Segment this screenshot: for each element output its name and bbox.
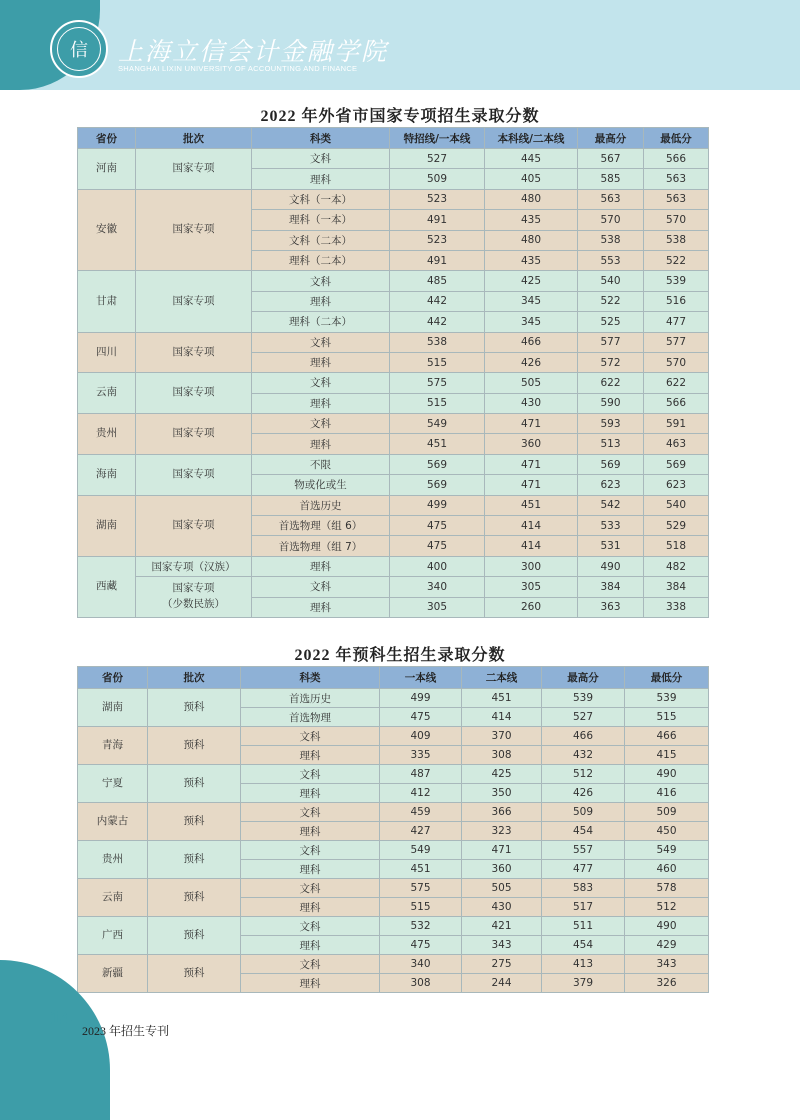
score-cell: 570	[644, 352, 709, 372]
score-cell: 442	[390, 312, 485, 332]
score-cell: 454	[542, 822, 625, 841]
score-cell: 491	[390, 250, 485, 270]
category-cell: 文科	[252, 149, 390, 169]
score-cell: 451	[380, 860, 462, 879]
category-cell: 文科	[252, 577, 390, 597]
category-cell: 文科	[252, 332, 390, 352]
score-cell: 540	[578, 271, 644, 291]
score-cell: 505	[462, 879, 542, 898]
school-logo-icon	[50, 20, 108, 78]
table-row	[78, 414, 709, 434]
score-cell: 345	[485, 291, 578, 311]
score-cell: 463	[644, 434, 709, 454]
logo-text: 信	[70, 40, 88, 61]
score-cell: 430	[485, 393, 578, 413]
score-cell: 384	[578, 577, 644, 597]
score-cell: 454	[542, 936, 625, 955]
table-row	[78, 495, 709, 515]
score-cell: 570	[644, 210, 709, 230]
score-cell: 549	[390, 414, 485, 434]
score-cell: 569	[578, 454, 644, 474]
score-cell: 538	[578, 230, 644, 250]
score-cell: 623	[644, 475, 709, 495]
table-row	[78, 955, 709, 974]
score-cell: 583	[542, 879, 625, 898]
category-cell: 文科	[252, 373, 390, 393]
score-cell: 590	[578, 393, 644, 413]
score-cell: 490	[625, 765, 709, 784]
column-header: 科类	[241, 667, 380, 689]
score-cell: 475	[390, 536, 485, 556]
batch-cell: 预科	[148, 955, 241, 993]
score-cell: 435	[485, 250, 578, 270]
column-header: 本科线/二本线	[485, 128, 578, 149]
column-header: 最低分	[644, 128, 709, 149]
score-cell: 480	[485, 189, 578, 209]
province-cell: 河南	[78, 149, 136, 190]
category-cell: 理科	[252, 352, 390, 372]
score-cell: 622	[644, 373, 709, 393]
score-cell: 539	[625, 689, 709, 708]
province-cell: 甘肃	[78, 271, 136, 332]
table-row	[78, 803, 709, 822]
category-cell: 文科（一本）	[252, 189, 390, 209]
category-cell: 理科（二本）	[252, 250, 390, 270]
score-cell: 557	[542, 841, 625, 860]
score-cell: 466	[542, 727, 625, 746]
score-cell: 425	[462, 765, 542, 784]
category-cell: 首选历史	[241, 689, 380, 708]
score-cell: 379	[542, 974, 625, 993]
category-cell: 文科	[241, 841, 380, 860]
category-cell: 理科	[252, 291, 390, 311]
category-cell: 理科	[241, 784, 380, 803]
score-cell: 360	[485, 434, 578, 454]
category-cell: 文科	[241, 879, 380, 898]
column-header: 最高分	[578, 128, 644, 149]
category-cell: 首选物理（组 7）	[252, 536, 390, 556]
column-header: 特招线/一本线	[390, 128, 485, 149]
score-cell: 414	[462, 708, 542, 727]
score-cell: 585	[578, 169, 644, 189]
score-cell: 414	[485, 516, 578, 536]
batch-cell: 预科	[148, 765, 241, 803]
category-cell: 理科	[241, 822, 380, 841]
score-cell: 491	[390, 210, 485, 230]
batch-cell: 国家专项	[136, 373, 252, 414]
score-cell: 426	[485, 352, 578, 372]
score-cell: 512	[542, 765, 625, 784]
score-cell: 445	[485, 149, 578, 169]
province-cell: 贵州	[78, 414, 136, 455]
batch-cell: 国家专项	[136, 189, 252, 271]
score-cell: 513	[578, 434, 644, 454]
score-cell: 515	[390, 352, 485, 372]
score-cell: 575	[380, 879, 462, 898]
score-cell: 622	[578, 373, 644, 393]
score-cell: 485	[390, 271, 485, 291]
score-cell: 429	[625, 936, 709, 955]
score-cell: 527	[542, 708, 625, 727]
score-cell: 338	[644, 597, 709, 617]
table-row	[78, 577, 709, 597]
category-cell: 理科	[241, 974, 380, 993]
score-cell: 593	[578, 414, 644, 434]
score-cell: 414	[485, 536, 578, 556]
score-cell: 451	[485, 495, 578, 515]
score-cell: 480	[485, 230, 578, 250]
batch-cell: 国家专项	[136, 414, 252, 455]
province-cell: 云南	[78, 373, 136, 414]
score-cell: 482	[644, 556, 709, 576]
category-cell: 文科	[241, 727, 380, 746]
preparatory-table	[77, 666, 709, 993]
category-cell: 文科	[241, 955, 380, 974]
score-cell: 435	[485, 210, 578, 230]
score-cell: 459	[380, 803, 462, 822]
category-cell: 首选物理	[241, 708, 380, 727]
batch-cell: 预科	[148, 879, 241, 917]
category-cell: 文科	[252, 414, 390, 434]
column-header: 批次	[136, 128, 252, 149]
score-cell: 591	[644, 414, 709, 434]
score-cell: 577	[644, 332, 709, 352]
category-cell: 理科	[241, 898, 380, 917]
school-name-cn: 上海立信会计金融学院	[118, 37, 389, 66]
batch-cell: 国家专项	[136, 149, 252, 190]
score-cell: 532	[380, 917, 462, 936]
province-cell: 海南	[78, 454, 136, 495]
score-cell: 305	[485, 577, 578, 597]
batch-line: 国家专项	[172, 582, 215, 595]
score-cell: 466	[485, 332, 578, 352]
category-cell: 文科（二本）	[252, 230, 390, 250]
score-cell: 533	[578, 516, 644, 536]
category-cell: 文科	[241, 917, 380, 936]
table1-title: 2022 年外省市国家专项招生录取分数	[260, 108, 540, 125]
score-cell: 363	[578, 597, 644, 617]
category-cell: 理科（二本）	[252, 312, 390, 332]
score-cell: 569	[390, 454, 485, 474]
score-cell: 490	[625, 917, 709, 936]
column-header: 省份	[78, 667, 148, 689]
column-header: 最低分	[625, 667, 709, 689]
score-cell: 426	[542, 784, 625, 803]
category-cell: 理科	[252, 597, 390, 617]
category-cell: 理科	[252, 556, 390, 576]
score-cell: 527	[390, 149, 485, 169]
batch-cell	[136, 577, 252, 618]
score-cell: 340	[380, 955, 462, 974]
score-cell: 522	[644, 250, 709, 270]
score-cell: 518	[644, 536, 709, 556]
score-cell: 300	[485, 556, 578, 576]
score-cell: 499	[380, 689, 462, 708]
score-cell: 471	[485, 414, 578, 434]
province-cell: 湖南	[78, 689, 148, 727]
score-cell: 566	[644, 149, 709, 169]
score-cell: 538	[644, 230, 709, 250]
score-cell: 343	[625, 955, 709, 974]
score-cell: 475	[390, 516, 485, 536]
province-cell: 安徽	[78, 189, 136, 271]
province-cell: 云南	[78, 879, 148, 917]
score-cell: 343	[462, 936, 542, 955]
score-cell: 512	[625, 898, 709, 917]
table-row	[78, 189, 709, 209]
batch-cell: 国家专项	[136, 454, 252, 495]
score-cell: 450	[625, 822, 709, 841]
score-cell: 442	[390, 291, 485, 311]
score-cell: 623	[578, 475, 644, 495]
score-cell: 570	[578, 210, 644, 230]
province-cell: 新疆	[78, 955, 148, 993]
score-cell: 384	[644, 577, 709, 597]
score-cell: 516	[644, 291, 709, 311]
score-cell: 572	[578, 352, 644, 372]
score-cell: 323	[462, 822, 542, 841]
category-cell: 文科	[252, 271, 390, 291]
table-row	[78, 149, 709, 169]
score-cell: 345	[485, 312, 578, 332]
score-cell: 335	[380, 746, 462, 765]
score-cell: 305	[390, 597, 485, 617]
score-cell: 525	[578, 312, 644, 332]
score-cell: 539	[542, 689, 625, 708]
score-cell: 460	[625, 860, 709, 879]
score-cell: 477	[542, 860, 625, 879]
province-cell: 西藏	[78, 556, 136, 617]
category-cell: 理科	[241, 860, 380, 879]
score-cell: 275	[462, 955, 542, 974]
batch-cell: 预科	[148, 841, 241, 879]
category-cell: 理科	[252, 169, 390, 189]
score-cell: 490	[578, 556, 644, 576]
score-cell: 370	[462, 727, 542, 746]
score-cell: 499	[390, 495, 485, 515]
score-cell: 405	[485, 169, 578, 189]
score-cell: 567	[578, 149, 644, 169]
batch-line: （少数民族）	[162, 598, 225, 611]
score-cell: 466	[625, 727, 709, 746]
score-cell: 549	[380, 841, 462, 860]
category-cell: 不限	[252, 454, 390, 474]
score-cell: 553	[578, 250, 644, 270]
batch-cell: 国家专项	[136, 332, 252, 373]
page-number: 14	[50, 1008, 72, 1029]
score-cell: 505	[485, 373, 578, 393]
score-cell: 569	[644, 454, 709, 474]
batch-cell: 国家专项	[136, 271, 252, 332]
score-cell: 542	[578, 495, 644, 515]
province-cell: 湖南	[78, 495, 136, 556]
batch-cell: 预科	[148, 803, 241, 841]
score-cell: 412	[380, 784, 462, 803]
province-cell: 宁夏	[78, 765, 148, 803]
score-cell: 523	[390, 230, 485, 250]
score-cell: 569	[390, 475, 485, 495]
score-cell: 400	[390, 556, 485, 576]
score-cell: 340	[390, 577, 485, 597]
province-cell: 青海	[78, 727, 148, 765]
score-cell: 409	[380, 727, 462, 746]
province-cell: 内蒙古	[78, 803, 148, 841]
score-cell: 578	[625, 879, 709, 898]
publication-title: 2023 年招生专刊	[82, 1024, 170, 1038]
score-cell: 538	[390, 332, 485, 352]
score-cell: 360	[462, 860, 542, 879]
table-row	[78, 727, 709, 746]
score-cell: 415	[625, 746, 709, 765]
score-cell: 509	[625, 803, 709, 822]
score-cell: 326	[625, 974, 709, 993]
special-program-table	[77, 127, 709, 618]
score-cell: 515	[390, 393, 485, 413]
score-cell: 549	[625, 841, 709, 860]
score-cell: 471	[485, 475, 578, 495]
score-cell: 244	[462, 974, 542, 993]
score-cell: 523	[390, 189, 485, 209]
score-cell: 308	[462, 746, 542, 765]
score-cell: 432	[542, 746, 625, 765]
score-cell: 522	[578, 291, 644, 311]
batch-cell: 预科	[148, 727, 241, 765]
score-cell: 487	[380, 765, 462, 784]
score-cell: 566	[644, 393, 709, 413]
score-cell: 575	[390, 373, 485, 393]
category-cell: 理科（一本）	[252, 210, 390, 230]
score-cell: 350	[462, 784, 542, 803]
score-cell: 517	[542, 898, 625, 917]
score-cell: 515	[380, 898, 462, 917]
column-header: 最高分	[542, 667, 625, 689]
score-cell: 475	[380, 936, 462, 955]
score-cell: 451	[390, 434, 485, 454]
table-row	[78, 332, 709, 352]
table-row	[78, 917, 709, 936]
score-cell: 511	[542, 917, 625, 936]
category-cell: 文科	[241, 765, 380, 784]
score-cell: 531	[578, 536, 644, 556]
table-row	[78, 765, 709, 784]
category-cell: 首选物理（组 6）	[252, 516, 390, 536]
score-cell: 475	[380, 708, 462, 727]
category-cell: 物或化或生	[252, 475, 390, 495]
table2-title: 2022 年预科生招生录取分数	[294, 647, 506, 664]
score-cell: 413	[542, 955, 625, 974]
score-cell: 509	[390, 169, 485, 189]
score-cell: 563	[578, 189, 644, 209]
score-cell: 577	[578, 332, 644, 352]
batch-cell: 预科	[148, 917, 241, 955]
score-cell: 471	[485, 454, 578, 474]
province-cell: 四川	[78, 332, 136, 373]
province-cell: 贵州	[78, 841, 148, 879]
table-row	[78, 373, 709, 393]
score-cell: 260	[485, 597, 578, 617]
category-cell: 首选历史	[252, 495, 390, 515]
table-row	[78, 454, 709, 474]
score-cell: 471	[462, 841, 542, 860]
category-cell: 理科	[241, 936, 380, 955]
score-cell: 416	[625, 784, 709, 803]
score-cell: 539	[644, 271, 709, 291]
score-cell: 477	[644, 312, 709, 332]
table-row	[78, 879, 709, 898]
column-header: 批次	[148, 667, 241, 689]
score-cell: 540	[644, 495, 709, 515]
score-cell: 366	[462, 803, 542, 822]
batch-cell: 国家专项	[136, 495, 252, 556]
table-row	[78, 689, 709, 708]
column-header: 二本线	[462, 667, 542, 689]
score-cell: 425	[485, 271, 578, 291]
score-cell: 509	[542, 803, 625, 822]
table-row	[78, 841, 709, 860]
column-header: 省份	[78, 128, 136, 149]
category-cell: 理科	[252, 393, 390, 413]
table-row	[78, 556, 709, 576]
score-cell: 563	[644, 189, 709, 209]
score-cell: 563	[644, 169, 709, 189]
column-header: 一本线	[380, 667, 462, 689]
score-cell: 451	[462, 689, 542, 708]
score-cell: 430	[462, 898, 542, 917]
score-cell: 427	[380, 822, 462, 841]
score-cell: 515	[625, 708, 709, 727]
province-cell: 广西	[78, 917, 148, 955]
score-cell: 529	[644, 516, 709, 536]
category-cell: 理科	[241, 746, 380, 765]
batch-cell: 国家专项（汉族）	[136, 556, 252, 576]
score-cell: 421	[462, 917, 542, 936]
score-cell: 308	[380, 974, 462, 993]
table-row	[78, 271, 709, 291]
school-name-en: SHANGHAI LIXIN UNIVERSITY OF ACCOUNTING AND FINANCE	[118, 64, 358, 73]
category-cell: 理科	[252, 434, 390, 454]
batch-cell: 预科	[148, 689, 241, 727]
category-cell: 文科	[241, 803, 380, 822]
column-header: 科类	[252, 128, 390, 149]
